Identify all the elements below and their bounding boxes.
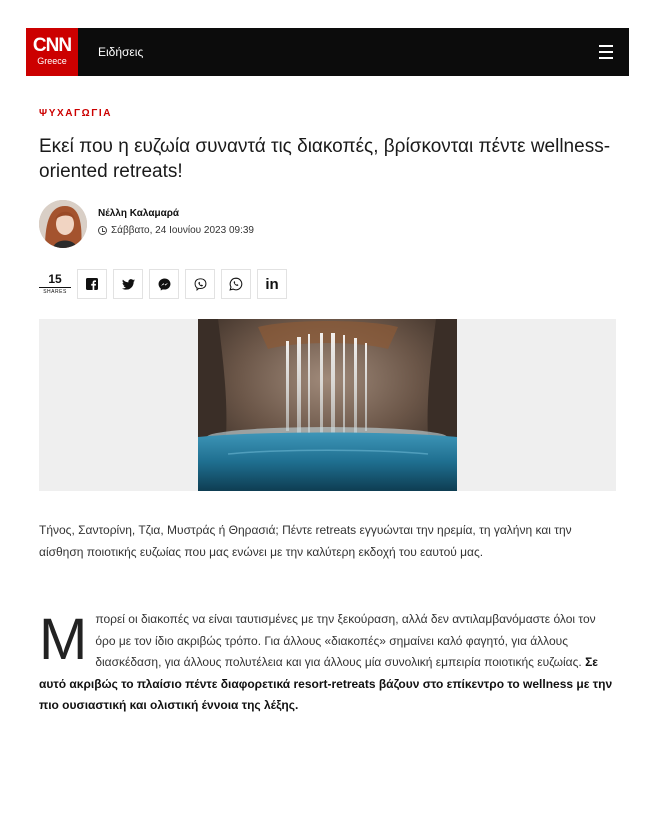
twitter-icon (122, 279, 135, 290)
viber-share-button[interactable] (185, 269, 215, 299)
logo-main-text: CNN (32, 35, 72, 56)
nav-news-link[interactable]: Ειδήσεις (98, 45, 144, 59)
cnn-greece-logo[interactable] (26, 28, 78, 76)
share-count-number: 15 (39, 273, 71, 288)
linkedin-share-button[interactable] (257, 269, 287, 299)
linkedin-icon: in (265, 275, 279, 293)
article-body (39, 609, 619, 717)
article-lead: Τήνος, Σαντορίνη, Τζια, Μυστράς ή Θηρασιά; Πέντε retreats εγγυώνται την ηρεμία, τη γαλήνη και την αίσθηση ποιοτικής ευζωίας που μας ενώνει με την καλύτερη εκδοχή του εαυτού μας. (39, 523, 572, 559)
twitter-share-button[interactable] (113, 269, 143, 299)
viber-icon (194, 278, 207, 291)
facebook-icon (86, 278, 98, 290)
body-bold-text: Σε αυτό ακριβώς το πλαίσιο πέντε διαφορετικά resort-retreats βάζουν στο επίκεντρο το wellness με την πιο ουσιαστική και ολιστική έννοια της λέξης. (39, 655, 613, 712)
body-text: πορεί οι διακοπές να είναι ταυτισμένες με την ξεκούραση, αλλά δεν αντιλαμβανόμαστε όλοι τον όρο με τον ίδιο ακριβώς τρόπο. Για άλλους «διακοπές» σημαίνει καλό φαγητό, για άλλους διασκέδαση, για άλλους πολυτέλεια και για άλλους μία συνολική εμπειρία ποιοτικής ευζωίας. (95, 612, 596, 669)
publish-date-text: Σάββατο, 24 Ιουνίου 2023 09:39 (111, 225, 254, 236)
article-category[interactable]: ΨΥΧΑΓΩΓΙΑ (39, 108, 113, 119)
author-name[interactable]: Νέλλη Καλαμαρά (98, 208, 180, 219)
author-avatar[interactable] (39, 200, 87, 248)
article-title: Εκεί που η ευζωία συναντά τις διακοπές, βρίσκονται πέντε wellness-oriented retreats! (39, 136, 611, 182)
dropcap-letter: Μ (39, 607, 88, 672)
share-count (39, 273, 71, 296)
messenger-share-button[interactable] (149, 269, 179, 299)
share-count-label: SHARES (43, 289, 67, 295)
publish-date (98, 225, 254, 236)
spa-pool-image[interactable] (198, 319, 457, 491)
messenger-icon (158, 278, 171, 291)
author-photo-icon (39, 200, 87, 248)
whatsapp-icon (229, 277, 243, 291)
site-header (26, 28, 629, 76)
hero-image-frame (39, 319, 616, 491)
clock-icon (98, 226, 107, 235)
hamburger-menu-icon[interactable] (599, 43, 613, 61)
logo-sub-text: Greece (37, 56, 67, 66)
facebook-share-button[interactable] (77, 269, 107, 299)
whatsapp-share-button[interactable] (221, 269, 251, 299)
